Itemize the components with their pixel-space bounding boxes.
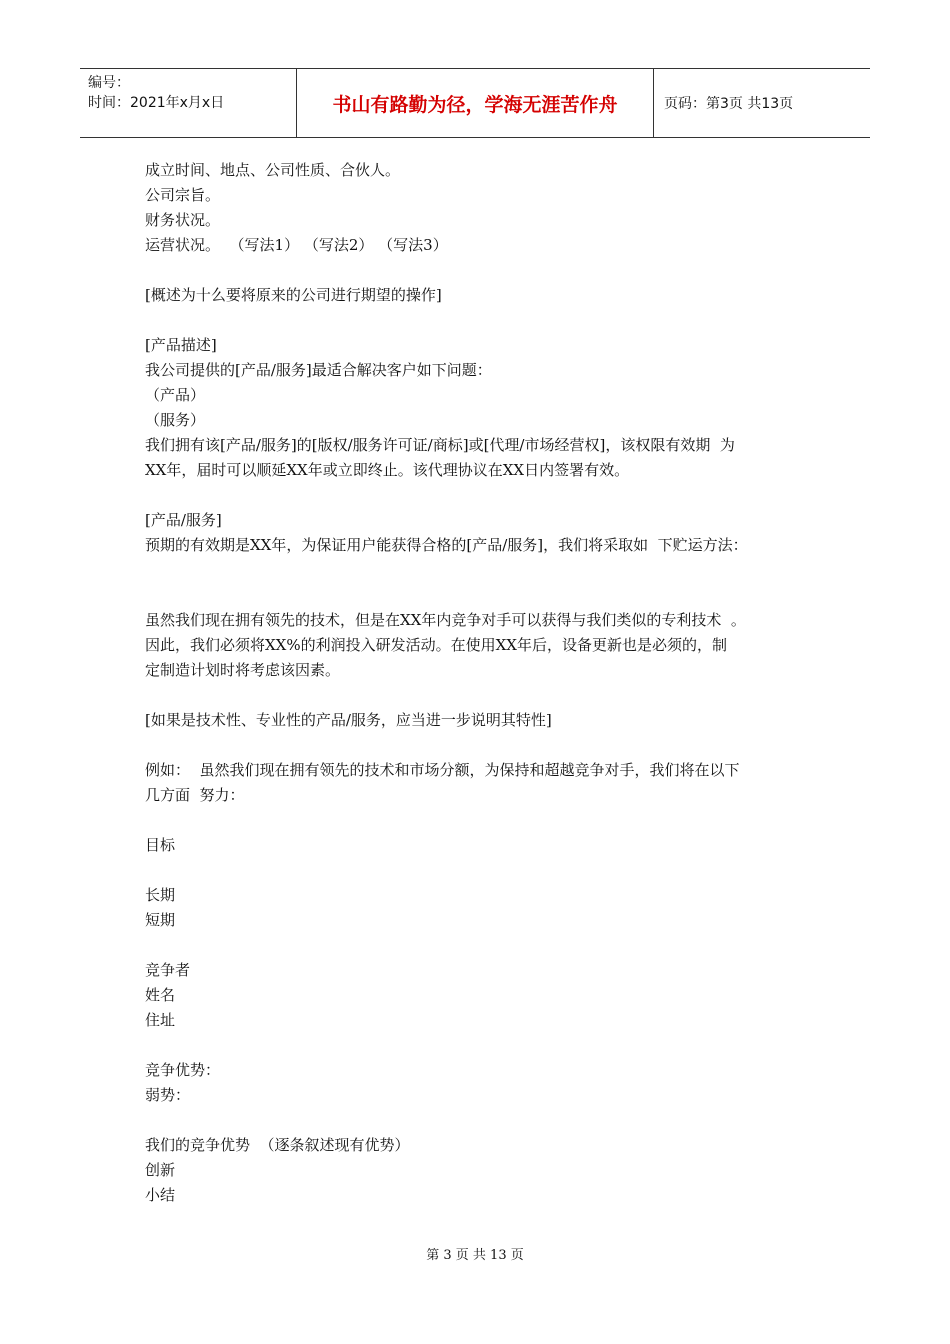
list-item: 长期 — [145, 886, 176, 904]
paragraph-line: 预期的有效期是XX年，为保证用户能获得合格的[产品/服务]，我们将采取如 下贮运方法： — [145, 536, 748, 554]
paragraph-line: 公司宗旨。 — [145, 186, 221, 204]
list-heading: 目标 — [145, 836, 176, 854]
list-item: 住址 — [145, 1011, 176, 1029]
paragraph-line: 我公司提供的[产品/服务]最适合解决客户如下问题： — [145, 361, 492, 379]
list-item: 竞争优势： — [145, 1061, 221, 1079]
paragraph-line: 成立时间、地点、公司性质、合伙人。 — [145, 161, 401, 179]
paragraph-line: 财务状况。 — [145, 211, 221, 229]
list-heading: 我们的竞争优势 （逐条叙述现有优势） — [145, 1136, 410, 1154]
paragraph-line: XX年，届时可以顺延XX年或立即终止。该代理协议在XX日内签署有效。 — [145, 461, 630, 479]
document-number-label: 编号： — [88, 75, 130, 91]
paragraph-line: 虽然我们现在拥有领先的技术，但是在XX年内竞争对手可以获得与我们类似的专利技术 。 — [145, 611, 746, 629]
list-item: 小结 — [145, 1186, 176, 1204]
header-motto: 书山有路勤为径，学海无涯苦作舟 — [297, 69, 654, 137]
list-item: 短期 — [145, 911, 176, 929]
section-heading: [产品描述] — [145, 336, 217, 354]
paragraph-line: 我们拥有该[产品/服务]的[版权/服务许可证/商标]或[代理/市场经营权]，该权限有效期 为 — [145, 436, 735, 454]
paragraph-line: （产品） — [145, 386, 206, 404]
list-item: 弱势： — [145, 1086, 191, 1104]
section-heading: [产品/服务] — [145, 511, 222, 529]
paragraph-line: 因此，我们必须将XX%的利润投入研发活动。在使用XX年后，设备更新也是必须的，制 — [145, 636, 727, 654]
page-footer: 第 3 页 共 13 页 — [426, 1248, 524, 1263]
document-body — [145, 158, 825, 1208]
paragraph-line: 定制造计划时将考虑该因素。 — [145, 661, 341, 679]
page-header — [80, 68, 870, 138]
header-page-number: 页码：第3页 共13页 — [664, 96, 794, 112]
list-item: 创新 — [145, 1161, 176, 1179]
list-item: 姓名 — [145, 986, 176, 1004]
header-meta — [80, 69, 297, 137]
paragraph-line: [概述为十么要将原来的公司进行期望的操作] — [145, 286, 442, 304]
paragraph-line: 例如： 虽然我们现在拥有领先的技术和市场分额，为保持和超越竞争对手，我们将在以下 — [145, 761, 740, 779]
paragraph-line: [如果是技术性、专业性的产品/服务，应当进一步说明其特性] — [145, 711, 552, 729]
paragraph-line: 几方面 努力： — [145, 786, 245, 804]
list-heading: 竞争者 — [145, 961, 191, 979]
paragraph-line: （服务） — [145, 411, 206, 429]
paragraph-line: 运营状况。 （写法1） （写法2） （写法3） — [145, 236, 448, 254]
document-time-label: 时间：2021年x月x日 — [88, 95, 225, 111]
